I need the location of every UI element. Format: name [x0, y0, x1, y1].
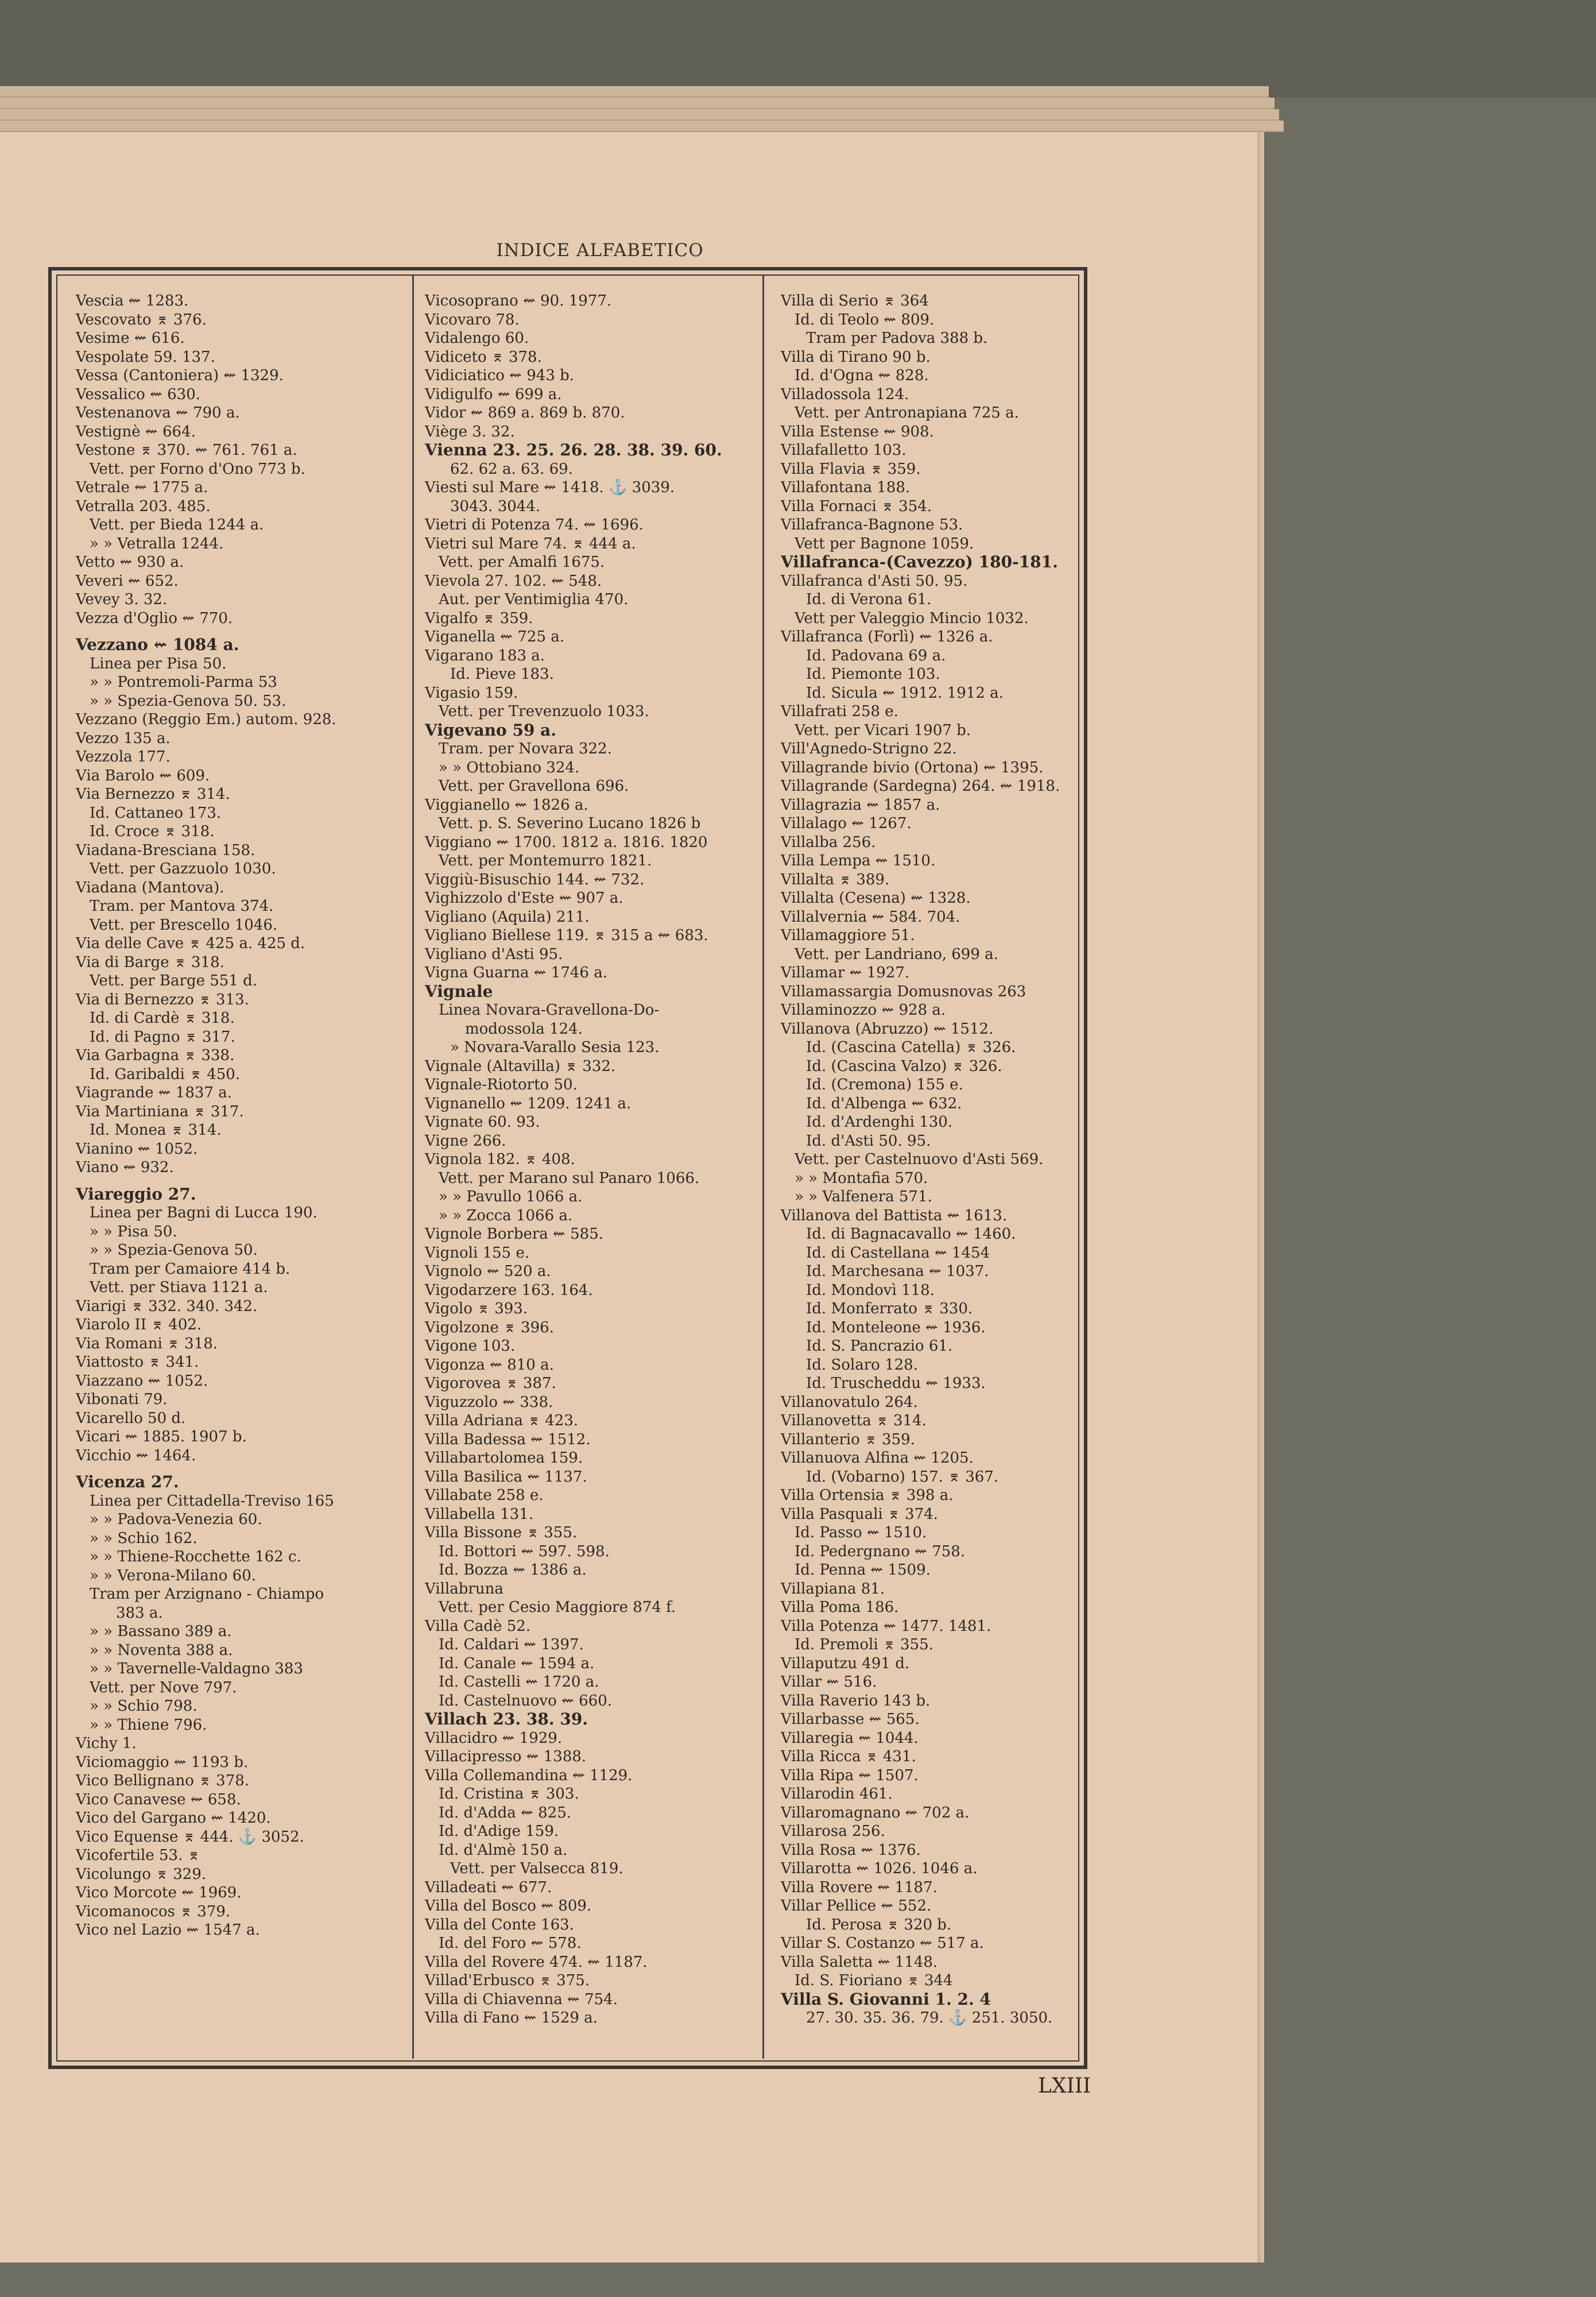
index-entry: Villacidro ⇜ 1929.	[425, 1729, 563, 1747]
index-entry: Vigliano Biellese 119. ⌆ 315 a ⇜ 683.	[425, 927, 708, 944]
index-entry: Vico del Gargano ⇜ 1420.	[76, 1809, 271, 1827]
index-entry: Villa del Rovere 474. ⇜ 1187.	[425, 1953, 648, 1971]
index-entry: Villa Ortensia ⌆ 398 a.	[781, 1487, 954, 1504]
index-entry: Vett. per Vicari 1907 b.	[795, 721, 971, 739]
index-entry: Villaregia ⇜ 1044.	[781, 1729, 919, 1747]
index-entry: Vicosoprano ⇜ 90. 1977.	[425, 292, 612, 310]
index-entry: Vigodarzere 163. 164.	[425, 1281, 593, 1299]
index-entry: Id. (Cascina Valzo) ⌆ 326.	[806, 1057, 1002, 1075]
index-entry: Id. di Pagno ⌆ 317.	[90, 1028, 235, 1046]
index-entry: Viattosto ⌆ 341.	[76, 1354, 199, 1371]
index-entry: Villalba 256.	[781, 833, 876, 851]
index-entry: Id. (Cremona) 155 e.	[806, 1076, 963, 1093]
index-entry: Villa Collemandina ⇜ 1129.	[425, 1766, 633, 1784]
index-entry: Viggiù-Bisuschio 144. ⇜ 732.	[425, 871, 645, 888]
index-entry: Villagrande (Sardegna) 264. ⇜ 1918.	[781, 778, 1060, 795]
index-entry: Id. Passo ⇜ 1510.	[795, 1524, 927, 1541]
index-entry: Id. di Verona 61.	[806, 591, 932, 608]
index-entry: Vignale-Riotorto 50.	[425, 1076, 578, 1093]
index-entry: Vestenanova ⇜ 790 a.	[76, 404, 240, 421]
index-entry: Vescia ⇜ 1283.	[76, 292, 189, 310]
index-entry: » » Thiene-Rocchette 162 c.	[90, 1548, 301, 1565]
index-entry: Villafranca-Bagnone 53.	[781, 516, 963, 533]
index-entry: » » Valfenera 571.	[795, 1188, 932, 1205]
index-entry: Villanova (Abruzzo) ⇜ 1512.	[781, 1020, 994, 1038]
index-entry: Villa Badessa ⇜ 1512.	[425, 1430, 591, 1448]
index-entry: Viagrande ⇜ 1837 a.	[76, 1084, 232, 1101]
index-entry: Vett. per Landriano, 699 a.	[795, 945, 998, 963]
index-entry: Vighizzolo d'Este ⇜ 907 a.	[425, 890, 623, 907]
index-entry: Vidigulfo ⇜ 699 a.	[425, 385, 562, 403]
index-entry: Vidalengo 60.	[425, 330, 529, 347]
index-entry: 383 a.	[116, 1604, 163, 1622]
index-entry: Villa di Tirano 90 b.	[781, 348, 931, 366]
page-edge	[0, 98, 1275, 109]
index-entry: Viarolo II ⌆ 402.	[76, 1316, 202, 1333]
index-entry: Id. S. Pancrazio 61.	[806, 1337, 953, 1355]
index-entry: Villafontana 188.	[781, 479, 911, 496]
index-entry: Vianino ⇜ 1052.	[76, 1140, 198, 1158]
index-entry: Villa Rovere ⇜ 1187.	[781, 1878, 938, 1896]
index-column-2	[425, 292, 769, 2028]
index-entry: Via Garbagna ⌆ 338.	[76, 1047, 235, 1064]
index-entry: Vigonza ⇜ 810 a.	[425, 1356, 554, 1374]
index-entry: Villabartolomea 159.	[425, 1449, 583, 1467]
index-entry: Via Martiniana ⌆ 317.	[76, 1103, 244, 1120]
index-entry: Viarigi ⌆ 332. 340. 342.	[76, 1297, 258, 1315]
index-entry: Villar Pellice ⇜ 552.	[781, 1897, 932, 1915]
index-entry: Vill'Agnedo-Strigno 22.	[781, 740, 957, 757]
index-entry: Villa Flavia ⌆ 359.	[781, 460, 921, 478]
index-entry: Villarotta ⇜ 1026. 1046 a.	[781, 1860, 978, 1877]
index-entry: Vett. per Cesio Maggiore 874 f.	[439, 1599, 676, 1616]
index-entry: » » Noventa 388 a.	[90, 1641, 233, 1659]
index-entry: Viareggio 27.	[76, 1184, 196, 1204]
index-entry: Vibonati 79.	[76, 1391, 168, 1408]
index-entry: Viano ⇜ 932.	[76, 1159, 174, 1176]
index-entry: Vestignè ⇜ 664.	[76, 423, 196, 440]
index-entry: Id. Monteleone ⇜ 1936.	[806, 1318, 986, 1336]
index-entry: Id. Castelnuovo ⇜ 660.	[439, 1692, 613, 1710]
index-entry: Vichy 1.	[76, 1735, 137, 1752]
index-entry: Vidiciatico ⇜ 943 b.	[425, 367, 575, 384]
index-entry: Villaminozzo ⇜ 928 a.	[781, 1001, 946, 1019]
index-entry: Vignole Borbera ⇜ 585.	[425, 1225, 603, 1243]
index-entry: » » Bassano 389 a.	[90, 1623, 232, 1640]
index-entry: Via di Bernezzo ⌆ 313.	[76, 991, 249, 1008]
index-entry: Villa di Serio ⌆ 364	[781, 292, 929, 310]
index-entry: Villalta (Cesena) ⇜ 1328.	[781, 890, 971, 907]
index-entry: Vett. per Gazzuolo 1030.	[90, 860, 276, 877]
index-entry: Vett. per Nove 797.	[90, 1679, 237, 1696]
index-entry: Villar S. Costanzo ⇜ 517 a.	[781, 1935, 984, 1952]
index-entry: Tram. per Novara 322.	[439, 740, 612, 757]
index-entry: Vigliano (Aquila) 211.	[425, 908, 590, 926]
index-entry: Vett. p. S. Severino Lucano 1826 b	[439, 815, 701, 832]
index-entry: Id. d'Ardenghi 130.	[806, 1113, 953, 1131]
index-entry: Id. Cristina ⌆ 303.	[439, 1785, 579, 1803]
index-entry: Villar ⇜ 516.	[781, 1673, 877, 1691]
index-entry: Id. Solaro 128.	[806, 1356, 918, 1374]
index-entry: Id. d'Albenga ⇜ 632.	[806, 1095, 962, 1112]
index-entry: Villarbasse ⇜ 565.	[781, 1711, 920, 1728]
index-entry: Vestone ⌆ 370. ⇜ 761. 761 a.	[76, 442, 297, 459]
index-entry: » » Spezia-Genova 50. 53.	[90, 692, 286, 710]
index-entry: Viganella ⇜ 725 a.	[425, 628, 565, 645]
index-entry: Vezzano (Reggio Em.) autom. 928.	[76, 711, 336, 728]
index-column-1	[76, 292, 420, 1940]
index-entry: Via Bernezzo ⌆ 314.	[76, 786, 230, 803]
index-entry: Villach 23. 38. 39.	[425, 1710, 588, 1728]
index-entry: Id. Perosa ⌆ 320 b.	[806, 1916, 952, 1933]
index-entry: Villamassargia Domusnovas 263	[781, 983, 1026, 1000]
index-entry: Vico Morcote ⇜ 1969.	[76, 1884, 242, 1901]
index-entry: » » Vetralla 1244.	[90, 535, 224, 552]
spacer	[76, 628, 420, 636]
index-entry: Villa Estense ⇜ 908.	[781, 423, 934, 440]
index-entry: Villarosa 256.	[781, 1823, 885, 1840]
index-entry: Villabruna	[425, 1580, 503, 1598]
index-entry: Vigne 266.	[425, 1132, 506, 1150]
index-entry: » » Schio 162.	[90, 1529, 197, 1547]
index-entry: Id. d'Adige 159.	[439, 1823, 559, 1840]
index-entry: Vett. per Forno d'Ono 773 b.	[90, 460, 305, 478]
index-entry: Linea Novara-Gravellona-Do-	[439, 1001, 660, 1019]
index-entry: » » Zocca 1066 a.	[439, 1206, 573, 1224]
page-edge	[0, 109, 1279, 121]
index-entry: Villacipresso ⇜ 1388.	[425, 1748, 587, 1765]
index-entry: Vico nel Lazio ⇜ 1547 a.	[76, 1921, 260, 1939]
index-entry: Vidiceto ⌆ 378.	[425, 348, 542, 366]
index-entry: Vett. per Montemurro 1821.	[439, 852, 652, 869]
index-entry: Villafalletto 103.	[781, 442, 907, 459]
index-entry: Vevey 3. 32.	[76, 591, 168, 608]
index-entry: » » Tavernelle-Valdagno 383	[90, 1660, 303, 1677]
index-entry: Villa Fornaci ⌆ 354.	[781, 497, 932, 515]
index-entry: Villanovatulo 264.	[781, 1393, 918, 1411]
index-entry: Viadana (Mantova).	[76, 879, 224, 896]
index-entry: 27. 30. 35. 36. 79. ⚓ 251. 3050.	[806, 2009, 1053, 2027]
index-entry: Vietri sul Mare 74. ⌆ 444 a.	[425, 535, 636, 552]
page-edge	[0, 86, 1269, 98]
index-entry: Vetto ⇜ 930 a.	[76, 554, 184, 571]
index-entry: » » Padova-Venezia 60.	[90, 1511, 262, 1528]
index-entry: Id. d'Asti 50. 95.	[806, 1132, 931, 1150]
index-entry: Id. di Cardè ⌆ 318.	[90, 1010, 235, 1027]
index-entry: Tram. per Mantova 374.	[90, 898, 274, 915]
index-entry: Vicofertile 53. ⌆	[76, 1847, 200, 1864]
index-entry: Vigorovea ⌆ 387.	[425, 1375, 556, 1392]
index-entry: Id. d'Ogna ⇜ 828.	[795, 367, 929, 384]
index-entry: Villa Rosa ⇜ 1376.	[781, 1841, 921, 1859]
index-entry: Vett. per Trevenzuolo 1033.	[439, 703, 649, 720]
index-entry: Villa Ripa ⇜ 1507.	[781, 1766, 919, 1784]
index-entry: Viggianello ⇜ 1826 a.	[425, 796, 588, 814]
index-entry: Viesti sul Mare ⇜ 1418. ⚓ 3039.	[425, 479, 675, 496]
index-entry: Villanovetta ⌆ 314.	[781, 1412, 927, 1429]
index-entry: Id. Bottori ⇜ 597. 598.	[439, 1542, 610, 1560]
index-entry: Aut. per Ventimiglia 470.	[439, 591, 629, 608]
index-entry: Vigevano 59 a.	[425, 720, 557, 740]
index-entry: Id. Monea ⌆ 314.	[90, 1122, 222, 1139]
index-entry: Villanterio ⌆ 359.	[781, 1430, 915, 1448]
index-entry: Vett. per Bieda 1244 a.	[90, 516, 264, 533]
index-entry: Villa Potenza ⇜ 1477. 1481.	[781, 1617, 991, 1635]
index-entry: Vignale	[425, 981, 493, 1001]
index-entry: Tram per Camaiore 414 b.	[90, 1260, 290, 1278]
index-entry: Id. di Teolo ⇜ 809.	[795, 311, 935, 328]
index-entry: Id. Mondovì 118.	[806, 1281, 935, 1299]
index-entry: Viazzano ⇜ 1052.	[76, 1372, 208, 1390]
index-entry: Linea per Bagni di Lucca 190.	[90, 1204, 317, 1221]
index-entry: Villa Basilica ⇜ 1137.	[425, 1468, 587, 1486]
index-entry: Id. Padovana 69 a.	[806, 647, 946, 664]
index-entry: Vett. per Brescello 1046.	[90, 916, 278, 934]
index-entry: Villa Saletta ⇜ 1148.	[781, 1953, 938, 1971]
index-entry: Id. Garibaldi ⌆ 450.	[90, 1065, 241, 1083]
index-entry: Villalago ⇜ 1267.	[781, 815, 912, 832]
index-entry: Viège 3. 32.	[425, 423, 515, 440]
index-entry: Vigalfo ⌆ 359.	[425, 609, 533, 627]
index-entry: » » Thiene 796.	[90, 1716, 207, 1734]
index-entry: Villafranca-(Cavezzo) 180-181.	[781, 552, 1058, 571]
index-entry: Vett. per Antronapiana 725 a.	[795, 404, 1019, 421]
index-entry: Id. S. Fioriano ⌆ 344	[795, 1972, 953, 1989]
index-entry: modossola 124.	[465, 1020, 583, 1038]
index-entry: Vigna Guarna ⇜ 1746 a.	[425, 964, 607, 981]
index-entry: Villarodin 461.	[781, 1785, 893, 1803]
index-entry: Villabate 258 e.	[425, 1487, 544, 1504]
index-entry: Villanova del Battista ⇜ 1613.	[781, 1206, 1008, 1224]
index-entry: Villad'Erbusco ⌆ 375.	[425, 1972, 590, 1989]
index-entry: Viguzzolo ⇜ 338.	[425, 1393, 553, 1411]
index-entry: Vett. per Barge 551 d.	[90, 972, 258, 989]
index-entry: Villa S. Giovanni 1. 2. 4	[781, 1989, 991, 2009]
index-entry: Vicarello 50 d.	[76, 1409, 186, 1427]
index-entry: Villanuova Alfina ⇜ 1205.	[781, 1449, 974, 1467]
index-entry: Tram per Arzignano - Chiampo	[90, 1586, 324, 1603]
index-entry: Vievola 27. 102. ⇜ 548.	[425, 572, 602, 590]
index-entry: Vignolo ⇜ 520 a.	[425, 1263, 551, 1280]
index-entry: Vico Canavese ⇜ 658.	[76, 1791, 241, 1808]
index-entry: » » Pontremoli-Parma 53	[90, 674, 277, 691]
index-entry: » » Montafia 570.	[795, 1169, 928, 1187]
index-entry: Villalta ⌆ 389.	[781, 871, 890, 888]
index-entry: Vett. per Amalfi 1675.	[439, 554, 605, 571]
index-entry: Linea per Pisa 50.	[90, 655, 227, 672]
index-entry: Vignanello ⇜ 1209. 1241 a.	[425, 1095, 632, 1112]
index-entry: Villafranca d'Asti 50. 95.	[781, 572, 968, 590]
index-entry: Vezzola 177.	[76, 748, 171, 765]
index-entry: Vessalico ⇜ 630.	[76, 385, 201, 403]
index-entry: Vett. per Valsecca 819.	[450, 1860, 623, 1877]
index-entry: 62. 62 a. 63. 69.	[450, 460, 573, 478]
index-entry: Tram per Padova 388 b.	[806, 330, 988, 347]
index-entry: Id. Caldari ⇜ 1397.	[439, 1636, 584, 1653]
index-entry: Linea per Cittadella-Treviso 165	[90, 1492, 334, 1510]
index-entry: Id. d'Almè 150 a.	[439, 1841, 568, 1859]
background	[0, 0, 1596, 98]
index-entry: Vignoli 155 e.	[425, 1244, 530, 1262]
index-entry: Vicchio ⇜ 1464.	[76, 1447, 196, 1464]
index-entry: Villaromagnano ⇜ 702 a.	[781, 1804, 970, 1822]
index-entry: Vezzano ⇜ 1084 a.	[76, 635, 239, 654]
index-entry: Id. Croce ⌆ 318.	[90, 823, 215, 840]
index-entry: Vigliano d'Asti 95.	[425, 945, 563, 963]
index-entry: Id. (Cascina Catella) ⌆ 326.	[806, 1039, 1016, 1056]
index-entry: Villa del Bosco ⇜ 809.	[425, 1897, 592, 1915]
index-entry: Vigone 103.	[425, 1337, 516, 1355]
index-entry: Vignale (Altavilla) ⌆ 332.	[425, 1057, 616, 1075]
index-entry: Id. Bozza ⇜ 1386 a.	[439, 1561, 587, 1579]
index-entry: Vescovato ⌆ 376.	[76, 311, 207, 328]
index-entry: Villabella 131.	[425, 1505, 534, 1523]
index-entry: Vicari ⇜ 1885. 1907 b.	[76, 1428, 247, 1445]
index-entry: Vessa (Cantoniera) ⇜ 1329.	[76, 367, 284, 384]
index-entry: Villa del Conte 163.	[425, 1916, 574, 1933]
index-entry: Via di Barge ⌆ 318.	[76, 953, 224, 971]
index-entry: Villa Adriana ⌆ 423.	[425, 1412, 579, 1429]
index-entry: Vetralla 203. 485.	[76, 497, 211, 515]
index-entry: Villa Cadè 52.	[425, 1617, 531, 1635]
index-entry: Id. di Castellana ⇜ 1454	[806, 1244, 990, 1262]
index-entry: Vigarano 183 a.	[425, 647, 545, 664]
index-entry: 3043. 3044.	[450, 497, 541, 515]
index-entry: Villa Poma 186.	[781, 1599, 899, 1616]
index-entry: » » Ottobiano 324.	[439, 759, 580, 776]
index-entry: Villadossola 124.	[781, 385, 909, 403]
index-entry: » » Schio 798.	[90, 1697, 197, 1715]
index-entry: Id. (Vobarno) 157. ⌆ 367.	[806, 1468, 999, 1486]
index-entry: Vignola 182. ⌆ 408.	[425, 1151, 575, 1168]
index-entry: Id. Castelli ⇜ 1720 a.	[439, 1673, 599, 1691]
index-entry: Via delle Cave ⌆ 425 a. 425 d.	[76, 935, 305, 952]
index-entry: Viciomaggio ⇜ 1193 b.	[76, 1753, 249, 1771]
index-entry: Vespolate 59. 137.	[76, 348, 215, 366]
index-entry: Vigolzone ⌆ 396.	[425, 1318, 554, 1336]
index-entry: Villalvernia ⇜ 584. 704.	[781, 908, 960, 926]
index-entry: Id. d'Adda ⇜ 825.	[439, 1804, 572, 1822]
page-title: INDICE ALFABETICO	[496, 240, 704, 261]
index-entry: Vett. per Stiava 1121 a.	[90, 1279, 268, 1296]
page-edge	[0, 121, 1284, 132]
index-entry: Id. del Foro ⇜ 578.	[439, 1935, 582, 1952]
index-entry: Vicolungo ⌆ 329.	[76, 1865, 207, 1883]
index-entry: » » Verona-Milano 60.	[90, 1567, 256, 1584]
index-entry: Villa Raverio 143 b.	[781, 1692, 931, 1710]
index-entry: Villafranca (Forlì) ⇜ 1326 a.	[781, 628, 993, 645]
index-entry: Id. Penna ⇜ 1509.	[795, 1561, 931, 1579]
index-entry: Villamaggiore 51.	[781, 927, 915, 944]
index-entry: Vigasio 159.	[425, 684, 518, 702]
index-entry: Vicovaro 78.	[425, 311, 520, 328]
index-entry: Vett. per Marano sul Panaro 1066.	[439, 1169, 700, 1187]
index-entry: Vett per Valeggio Mincio 1032.	[795, 609, 1029, 627]
page-number: LXIII	[1038, 2074, 1091, 2098]
index-entry: Id. Piemonte 103.	[806, 666, 940, 683]
index-entry: Id. di Bagnacavallo ⇜ 1460.	[806, 1225, 1016, 1243]
index-entry: Villagrazia ⇜ 1857 a.	[781, 796, 940, 814]
index-entry: Viggiano ⇜ 1700. 1812 a. 1816. 1820	[425, 833, 708, 851]
index-entry: Villapiana 81.	[781, 1580, 885, 1598]
index-entry: Id. Cattaneo 173.	[90, 804, 222, 822]
index-entry: Veveri ⇜ 652.	[76, 572, 179, 590]
index-column-3	[781, 292, 1125, 2028]
index-entry: Vicomanocos ⌆ 379.	[76, 1902, 231, 1920]
index-entry: Villaputzu 491 d.	[781, 1654, 910, 1672]
index-entry: » » Pavullo 1066 a.	[439, 1188, 583, 1205]
index-entry: Villadeati ⇜ 677.	[425, 1878, 552, 1896]
index-entry: » » Pisa 50.	[90, 1223, 177, 1240]
index-entry: Vett. per Gravellona 696.	[439, 778, 629, 795]
index-entry: Vesime ⇜ 616.	[76, 330, 185, 347]
index-entry: Id. Sicula ⇜ 1912. 1912 a.	[806, 684, 1004, 702]
index-entry: Villagrande bivio (Ortona) ⇜ 1395.	[781, 759, 1044, 776]
index-entry: Vico Bellignano ⌆ 378.	[76, 1772, 250, 1789]
index-entry: » » Spezia-Genova 50.	[90, 1242, 258, 1259]
index-entry: Viadana-Bresciana 158.	[76, 841, 255, 859]
index-entry: Id. Monferrato ⌆ 330.	[806, 1300, 973, 1317]
index-entry: Vigolo ⌆ 393.	[425, 1300, 528, 1317]
index-entry: Id. Marchesana ⇜ 1037.	[806, 1263, 989, 1280]
index-entry: Vignate 60. 93.	[425, 1113, 540, 1131]
index-entry: Id. Pieve 183.	[450, 666, 554, 683]
index-entry: Vidor ⇜ 869 a. 869 b. 870.	[425, 404, 625, 421]
index-entry: Vietri di Potenza 74. ⇜ 1696.	[425, 516, 644, 533]
index-entry: Vicenza 27.	[76, 1472, 179, 1491]
index-entry: Villa di Chiavenna ⇜ 754.	[425, 1990, 618, 2008]
index-entry: Vienna 23. 25. 26. 28. 38. 39. 60.	[425, 440, 722, 459]
index-entry: » Novara-Varallo Sesia 123.	[450, 1039, 660, 1056]
index-entry: Id. Canale ⇜ 1594 a.	[439, 1654, 595, 1672]
index-entry: Villa Bissone ⌆ 355.	[425, 1524, 578, 1541]
index-entry: Id. Pedergnano ⇜ 758.	[795, 1542, 966, 1560]
index-entry: Id. Premoli ⌆ 355.	[795, 1636, 933, 1653]
spacer	[76, 1177, 420, 1185]
index-entry: Villa Pasquali ⌆ 374.	[781, 1505, 938, 1523]
index-entry: Vezzo 135 a.	[76, 729, 171, 747]
index-entry: Id. Truscheddu ⇜ 1933.	[806, 1375, 986, 1392]
index-entry: Vett per Bagnone 1059.	[795, 535, 974, 552]
index-entry: Villamar ⇜ 1927.	[781, 964, 910, 981]
index-entry: Via Romani ⌆ 318.	[76, 1335, 218, 1352]
index-entry: Vico Equense ⌆ 444. ⚓ 3052.	[76, 1828, 304, 1846]
index-entry: Vett. per Castelnuovo d'Asti 569.	[795, 1151, 1044, 1168]
index-entry: Villa Ricca ⌆ 431.	[781, 1748, 916, 1765]
index-entry: Villafrati 258 e.	[781, 703, 898, 720]
spacer	[76, 1465, 420, 1473]
index-entry: Villa di Fano ⇜ 1529 a.	[425, 2009, 598, 2027]
index-entry: Via Barolo ⇜ 609.	[76, 767, 210, 784]
index-entry: Villa Lempa ⇜ 1510.	[781, 852, 936, 869]
index-entry: Vezza d'Oglio ⇜ 770.	[76, 609, 233, 627]
index-entry: Vetrale ⇜ 1775 a.	[76, 479, 208, 496]
